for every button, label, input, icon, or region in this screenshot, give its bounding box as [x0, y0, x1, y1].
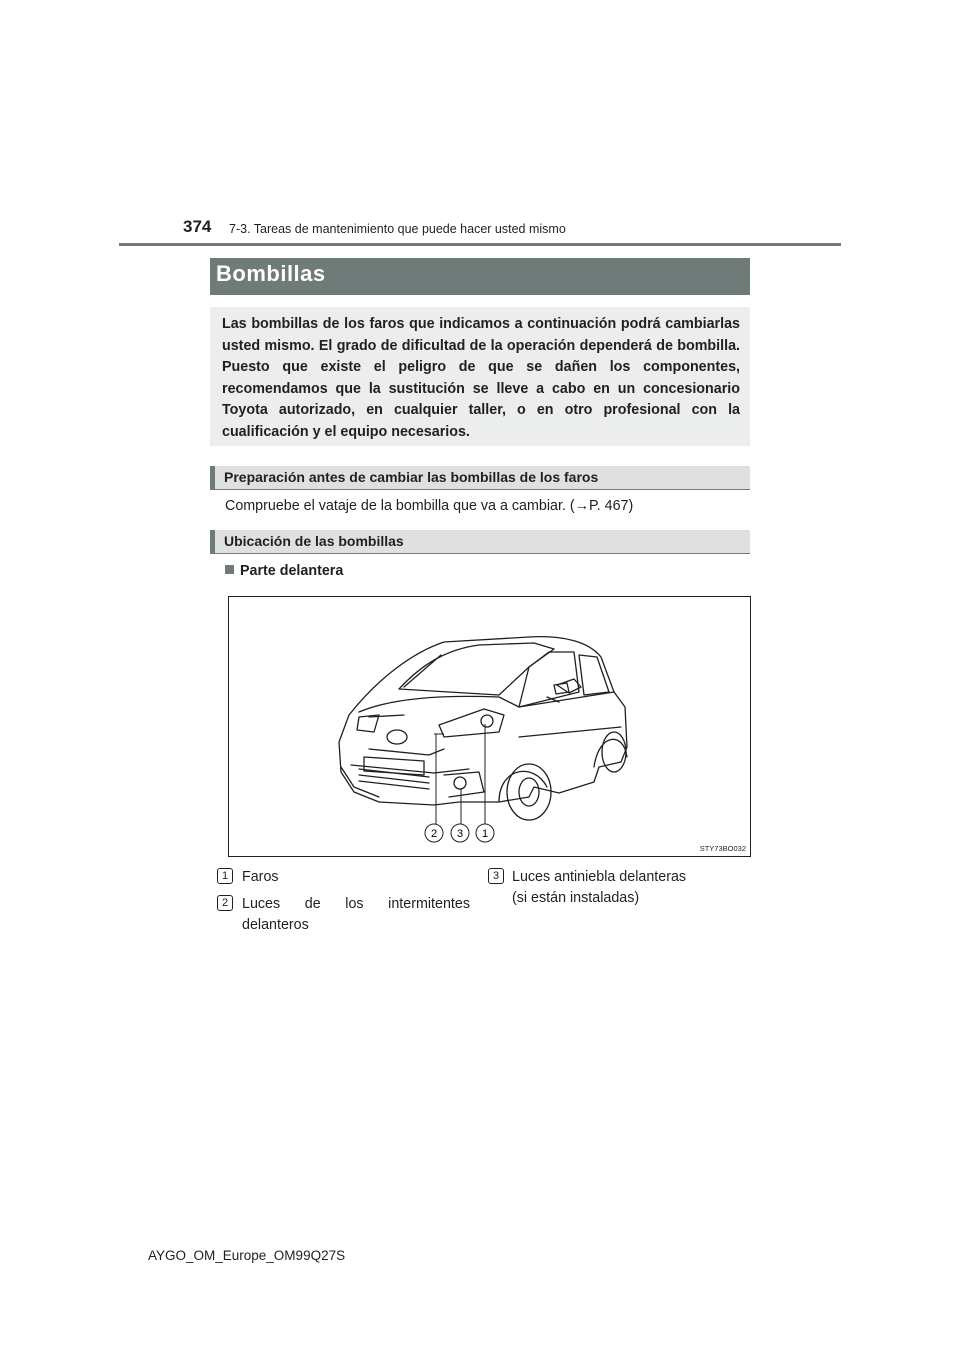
preparation-text-main: Compruebe el vataje de la bombilla que va a cambiar. ( — [225, 498, 575, 514]
preparation-heading-bar — [210, 466, 750, 490]
arrow-icon: → — [574, 498, 589, 514]
legend-text-2-line2: delanteros — [242, 917, 309, 933]
preparation-text — [225, 498, 633, 514]
figure-code: STY73BO032 — [699, 844, 746, 853]
legend-text-2-line1: Luces de los intermitentes — [242, 896, 470, 912]
page-title: Bombillas — [216, 261, 326, 286]
header-rule — [119, 243, 841, 246]
bullet-front-label: Parte delantera — [240, 563, 344, 579]
callout-1: 1 — [481, 828, 489, 840]
car-illustration — [229, 597, 750, 856]
callout-markers — [425, 824, 494, 842]
heading-accent — [210, 530, 215, 553]
location-heading: Ubicación de las bombillas — [224, 533, 404, 549]
section-label: 7-3. Tareas de mantenimiento que puede hacer usted mismo — [229, 222, 566, 236]
page-number: 374 — [183, 217, 212, 236]
footer-doc-id: AYGO_OM_Europe_OM99Q27S — [148, 1248, 346, 1263]
legend-text-3-line1: Luces antiniebla delanteras — [512, 869, 687, 885]
car-figure — [228, 596, 751, 857]
legend-text-3-line2: (si están instaladas) — [512, 890, 640, 906]
callout-3: 3 — [456, 828, 464, 840]
location-heading-bar — [210, 530, 750, 554]
legend-badge-1: 1 — [217, 868, 233, 884]
legend-text-1: Faros — [242, 869, 279, 885]
bullet-front — [225, 563, 343, 579]
intro-text: Las bombillas de los faros que indicamos a continuación podrá cambiarlas usted mismo. El grado de dificultad de la operación dependerá de bombilla. Puesto que existe el peligro de que se dañen los componentes, recomendamos que la sustitución se lleve a cabo en un concesionario Toyota autorizado, en cualquier taller, o en otro profesional con la cualificación y el equipo necesarios. — [222, 316, 740, 440]
callout-2: 2 — [430, 828, 438, 840]
heading-accent — [210, 466, 215, 489]
page-reference-link[interactable]: P. 467) — [588, 498, 634, 514]
preparation-heading: Preparación antes de cambiar las bombillas de los faros — [224, 469, 599, 485]
legend-badge-2: 2 — [217, 895, 233, 911]
square-bullet-icon — [225, 565, 234, 574]
legend-badge-3: 3 — [488, 868, 504, 884]
